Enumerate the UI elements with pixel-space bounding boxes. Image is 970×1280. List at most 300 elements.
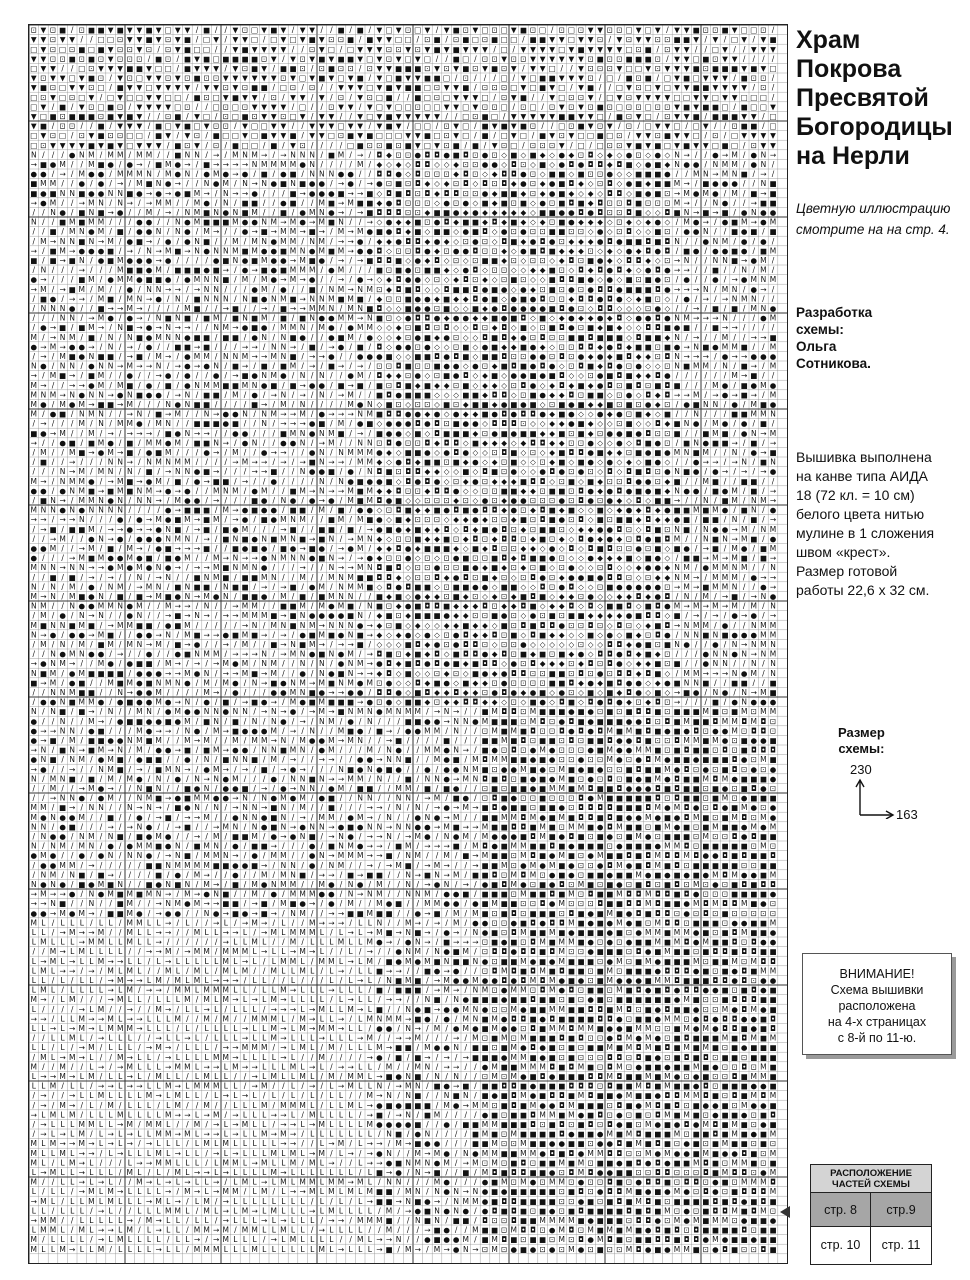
stitch-symbol: →: [760, 285, 766, 294]
stitch-symbol: /: [311, 592, 314, 601]
stitch-symbol: ■: [203, 467, 210, 476]
stitch-symbol: ⊡: [251, 112, 257, 121]
stitch-symbol: /: [109, 74, 112, 83]
stitch-symbol: M: [770, 218, 776, 227]
stitch-symbol: ◘: [578, 362, 584, 371]
stitch-symbol: ⊡: [491, 448, 497, 457]
stitch-symbol: /: [724, 400, 727, 409]
stitch-symbol: ■: [117, 592, 124, 601]
stitch-symbol: ⊡: [328, 35, 334, 44]
stitch-symbol: ⊡: [59, 122, 65, 131]
stitch-symbol: M: [299, 486, 305, 495]
stitch-symbol: ■: [395, 256, 402, 265]
stitch-symbol: ■: [261, 227, 268, 236]
stitch-symbol: N: [751, 496, 757, 505]
stitch-symbol: ■: [289, 525, 296, 534]
stitch-symbol: ●: [741, 429, 748, 438]
stitch-symbol: ⊡: [549, 400, 555, 409]
stitch-symbol: ●: [635, 429, 642, 438]
stitch-symbol: N: [175, 333, 181, 342]
stitch-symbol: /: [119, 429, 122, 438]
stitch-symbol: →: [98, 323, 104, 332]
stitch-symbol: /: [215, 198, 218, 207]
stitch-symbol: ▼: [290, 141, 296, 150]
stitch-symbol: ●: [328, 496, 335, 505]
stitch-symbol: ■: [184, 122, 191, 131]
stitch-symbol: ◇: [636, 525, 642, 534]
stitch-symbol: ⊡: [655, 294, 661, 303]
stitch-symbol: ⊡: [578, 150, 584, 159]
stitch-symbol: /: [705, 35, 708, 44]
stitch-symbol: /: [225, 621, 228, 630]
stitch-symbol: ■: [481, 573, 488, 582]
stitch-symbol: ⊡: [501, 275, 507, 284]
stitch-symbol: ●: [261, 554, 268, 563]
stitch-symbol: ◇: [473, 448, 479, 457]
stitch-symbol: N: [732, 448, 738, 457]
stitch-symbol: ◆: [578, 218, 584, 227]
stitch-symbol: ■: [405, 362, 412, 371]
stitch-symbol: /: [359, 592, 362, 601]
stitch-symbol: ◆: [521, 208, 527, 217]
stitch-symbol: ⊡: [491, 602, 497, 611]
stitch-symbol: ■: [597, 102, 604, 111]
stitch-symbol: ■: [241, 54, 248, 63]
stitch-symbol: ■: [750, 122, 757, 131]
stitch-symbol: M: [40, 611, 46, 620]
stitch-symbol: ■: [126, 381, 133, 390]
stitch-symbol: ◆: [617, 323, 623, 332]
stitch-symbol: ■: [453, 45, 460, 54]
stitch-symbol: ⊡: [655, 131, 661, 140]
stitch-symbol: /: [61, 198, 64, 207]
stitch-symbol: ■: [232, 333, 239, 342]
stitch-symbol: /: [90, 266, 93, 275]
stitch-symbol: ◆: [425, 208, 431, 217]
stitch-symbol: M: [319, 198, 325, 207]
stitch-symbol: ⊡: [655, 477, 661, 486]
stitch-symbol: ■: [702, 630, 709, 639]
stitch-symbol: ■: [645, 294, 652, 303]
stitch-symbol: ◆: [559, 630, 565, 639]
stitch-symbol: /: [42, 467, 45, 476]
stitch-symbol: →: [770, 486, 776, 495]
stitch-symbol: □: [443, 93, 450, 102]
stitch-symbol: ◆: [463, 458, 469, 467]
stitch-symbol: ◇: [463, 333, 469, 342]
stitch-symbol: /: [215, 112, 218, 121]
stitch-symbol: M: [165, 448, 171, 457]
stitch-symbol: →: [338, 544, 344, 553]
stitch-symbol: ◇: [569, 371, 575, 380]
stitch-symbol: ●: [357, 246, 364, 255]
stitch-symbol: ◆: [434, 467, 440, 476]
stitch-symbol: ●: [539, 371, 546, 380]
stitch-symbol: ▼: [377, 112, 383, 121]
stitch-symbol: ⊡: [463, 237, 469, 246]
stitch-symbol: ●: [309, 448, 316, 457]
stitch-symbol: ⊡: [386, 45, 392, 54]
stitch-symbol: /: [330, 160, 333, 169]
stitch-symbol: □: [366, 112, 373, 121]
stitch-symbol: ●: [683, 160, 690, 169]
stitch-symbol: □: [261, 122, 268, 131]
stitch-symbol: □: [673, 122, 680, 131]
stitch-symbol: ●: [271, 506, 278, 515]
stitch-symbol: ■: [443, 208, 450, 217]
stitch-symbol: ⊡: [645, 573, 651, 582]
stitch-symbol: →: [683, 285, 689, 294]
stitch-symbol: ▼: [684, 131, 690, 140]
stitch-symbol: ●: [165, 506, 172, 515]
stitch-symbol: ⊡: [655, 198, 661, 207]
stitch-symbol: ▼: [703, 141, 709, 150]
stitch-symbol: ■: [251, 198, 258, 207]
stitch-symbol: M: [770, 544, 776, 553]
stitch-symbol: /: [311, 390, 314, 399]
stitch-symbol: /: [253, 448, 256, 457]
stitch-symbol: /: [186, 285, 189, 294]
stitch-symbol: □: [136, 74, 143, 83]
stitch-symbol: ⊡: [626, 621, 632, 630]
stitch-symbol: N: [137, 573, 143, 582]
stitch-symbol: ◇: [434, 448, 440, 457]
stitch-symbol: /: [484, 141, 487, 150]
stitch-symbol: N: [89, 506, 95, 515]
stitch-symbol: ◘: [434, 602, 440, 611]
stitch-symbol: N: [751, 294, 757, 303]
stitch-symbol: ●: [741, 630, 748, 639]
stitch-symbol: ▼: [674, 26, 680, 35]
stitch-symbol: N: [69, 602, 75, 611]
stitch-symbol: ◘: [482, 227, 488, 236]
stitch-symbol: ■: [510, 189, 517, 198]
stitch-symbol: ■: [337, 26, 344, 35]
stitch-symbol: ■: [654, 141, 661, 150]
stitch-symbol: /: [724, 227, 727, 236]
stitch-symbol: ⊡: [434, 515, 440, 524]
stitch-symbol: M: [232, 237, 238, 246]
stitch-symbol: /: [724, 275, 727, 284]
stitch-symbol: ◘: [568, 256, 574, 265]
stitch-symbol: /: [100, 266, 103, 275]
stitch-symbol: □: [155, 64, 162, 73]
stitch-symbol: ▼: [137, 122, 143, 131]
stitch-symbol: →: [136, 362, 142, 371]
stitch-symbol: ▼: [137, 83, 143, 92]
stitch-symbol: /: [52, 266, 55, 275]
stitch-symbol: ▼: [194, 141, 200, 150]
stitch-symbol: ■: [491, 467, 498, 476]
stitch-symbol: ▼: [156, 26, 162, 35]
stitch-symbol: /: [100, 342, 103, 351]
stitch-symbol: ⊡: [376, 141, 382, 150]
stitch-symbol: N: [693, 410, 699, 419]
stitch-symbol: ■: [88, 74, 95, 83]
stitch-symbol: /: [234, 621, 237, 630]
stitch-symbol: ▼: [194, 64, 200, 73]
stitch-symbol: ●: [443, 333, 450, 342]
stitch-symbol: ◘: [568, 179, 574, 188]
stitch-symbol: ■: [40, 458, 47, 467]
stitch-symbol: ◆: [473, 630, 479, 639]
stitch-symbol: ■: [88, 54, 95, 63]
stitch-symbol: ◇: [597, 246, 603, 255]
stitch-symbol: ●: [568, 410, 575, 419]
stitch-symbol: /: [109, 381, 112, 390]
stitch-symbol: □: [645, 83, 652, 92]
stitch-symbol: ●: [597, 352, 604, 361]
stitch-symbol: ▼: [453, 131, 459, 140]
stitch-symbol: ◇: [665, 150, 671, 159]
stitch-symbol: M: [69, 477, 75, 486]
stitch-symbol: ■: [97, 160, 104, 169]
stitch-symbol: →: [367, 621, 373, 630]
stitch-symbol: ⊡: [386, 54, 392, 63]
stitch-symbol: ■: [462, 64, 469, 73]
stitch-symbol: ■: [597, 448, 604, 457]
stitch-symbol: ⊡: [117, 35, 123, 44]
stitch-symbol: ◇: [578, 630, 584, 639]
stitch-symbol: /: [522, 64, 525, 73]
stitch-symbol: ■: [654, 448, 661, 457]
stitch-symbol: N: [261, 218, 267, 227]
stitch-symbol: ⊡: [280, 112, 286, 121]
stitch-symbol: /: [100, 458, 103, 467]
stitch-symbol: ●: [165, 486, 172, 495]
stitch-symbol: ⊡: [309, 45, 315, 54]
stitch-symbol: ●: [760, 582, 767, 591]
stitch-symbol: ●: [731, 179, 738, 188]
stitch-symbol: ●: [165, 515, 172, 524]
stitch-symbol: ■: [520, 362, 527, 371]
stitch-symbol: ▼: [559, 54, 565, 63]
stitch-symbol: /: [705, 486, 708, 495]
stitch-symbol: ◘: [376, 467, 382, 476]
stitch-symbol: ●: [79, 352, 86, 361]
stitch-symbol: ●: [559, 150, 566, 159]
stitch-symbol: M: [117, 582, 123, 591]
stitch-symbol: ●: [520, 333, 527, 342]
stitch-symbol: /: [100, 429, 103, 438]
stitch-symbol: /: [772, 371, 775, 380]
stitch-symbol: /: [157, 381, 160, 390]
stitch-symbol: ■: [769, 179, 776, 188]
stitch-symbol: ■: [683, 506, 690, 515]
stitch-symbol: /: [705, 410, 708, 419]
stitch-symbol: ◘: [588, 621, 594, 630]
stitch-symbol: /: [724, 515, 727, 524]
stitch-symbol: N: [290, 554, 296, 563]
stitch-symbol: /: [301, 122, 304, 131]
stitch-symbol: M: [127, 170, 133, 179]
stitch-symbol: ⊡: [50, 35, 56, 44]
stitch-symbol: ■: [529, 390, 536, 399]
stitch-symbol: ▼: [386, 64, 392, 73]
stitch-symbol: →: [280, 218, 286, 227]
stitch-symbol: M: [59, 429, 65, 438]
stitch-symbol: ⊡: [98, 54, 104, 63]
stitch-symbol: /: [129, 208, 132, 217]
stitch-symbol: ■: [328, 467, 335, 476]
stitch-symbol: M: [731, 160, 737, 169]
stitch-symbol: ▼: [549, 35, 555, 44]
stitch-symbol: ●: [626, 486, 633, 495]
stitch-symbol: ●: [607, 429, 614, 438]
stitch-symbol: ◆: [607, 352, 613, 361]
stitch-symbol: →: [136, 160, 142, 169]
stitch-symbol: /: [33, 467, 36, 476]
stitch-symbol: ■: [760, 544, 767, 553]
stitch-symbol: M: [347, 573, 353, 582]
stitch-symbol: M: [712, 582, 718, 591]
stitch-symbol: ■: [126, 189, 133, 198]
stitch-symbol: ◆: [501, 496, 507, 505]
stitch-symbol: /: [186, 93, 189, 102]
stitch-symbol: M: [88, 410, 94, 419]
stitch-symbol: ⊡: [453, 198, 459, 207]
stitch-symbol: ▼: [751, 45, 757, 54]
stitch-symbol: N: [761, 525, 767, 534]
stitch-symbol: ●: [88, 381, 95, 390]
stitch-symbol: ■: [501, 429, 508, 438]
stitch-symbol: →: [683, 342, 689, 351]
stitch-symbol: ◆: [425, 410, 431, 419]
stitch-symbol: ◆: [453, 496, 459, 505]
stitch-symbol: ⊡: [760, 74, 766, 83]
stitch-symbol: N: [770, 563, 776, 572]
stitch-symbol: ⊡: [463, 160, 469, 169]
stitch-symbol: ⊡: [165, 45, 171, 54]
stitch-symbol: ▼: [117, 64, 123, 73]
stitch-symbol: ■: [366, 189, 373, 198]
stitch-symbol: ◆: [636, 515, 642, 524]
stitch-symbol: →: [146, 515, 152, 524]
stitch-symbol: ⊡: [626, 35, 632, 44]
stitch-symbol: /: [33, 525, 36, 534]
stitch-symbol: M: [722, 285, 728, 294]
stitch-symbol: ●: [184, 496, 191, 505]
stitch-symbol: ◆: [540, 189, 546, 198]
stitch-symbol: ▼: [60, 35, 66, 44]
stitch-symbol: ■: [203, 160, 210, 169]
stitch-symbol: ■: [645, 458, 652, 467]
stitch-symbol: M: [98, 285, 104, 294]
stitch-symbol: ⊡: [472, 112, 478, 121]
stitch-symbol: ◆: [559, 246, 565, 255]
stitch-symbol: ◆: [569, 592, 575, 601]
stitch-symbol: ■: [136, 592, 143, 601]
stitch-symbol: ▼: [386, 35, 392, 44]
stitch-symbol: N: [31, 630, 37, 639]
stitch-symbol: ⊡: [597, 170, 603, 179]
stitch-symbol: M: [722, 582, 728, 591]
stitch-symbol: N: [223, 486, 229, 495]
stitch-symbol: N: [693, 630, 699, 639]
stitch-symbol: /: [148, 400, 151, 409]
stitch-symbol: →: [674, 266, 680, 275]
stitch-symbol: ■: [462, 506, 469, 515]
stitch-symbol: ■: [741, 477, 748, 486]
stitch-symbol: ■: [184, 342, 191, 351]
stitch-symbol: /: [359, 333, 362, 342]
stitch-symbol: ●: [155, 390, 162, 399]
stitch-symbol: →: [223, 554, 229, 563]
stitch-symbol: ■: [232, 381, 239, 390]
stitch-symbol: ■: [251, 506, 258, 515]
stitch-symbol: /: [186, 112, 189, 121]
stitch-symbol: M: [674, 534, 680, 543]
stitch-symbol: ■: [232, 630, 239, 639]
stitch-symbol: ◇: [405, 429, 411, 438]
stitch-symbol: ●: [463, 246, 470, 255]
stitch-symbol: ▼: [271, 74, 277, 83]
stitch-symbol: ■: [414, 602, 421, 611]
stitch-symbol: ◘: [616, 573, 622, 582]
stitch-symbol: ▼: [530, 54, 536, 63]
stitch-symbol: ●: [693, 189, 700, 198]
stitch-symbol: →: [290, 342, 296, 351]
stitch-symbol: ●: [88, 592, 95, 601]
stitch-symbol: /: [676, 630, 679, 639]
stitch-symbol: ◇: [645, 496, 651, 505]
stitch-symbol: ■: [558, 486, 565, 495]
stitch-symbol: ■: [193, 419, 200, 428]
stitch-symbol: ◇: [482, 419, 488, 428]
stitch-symbol: ◇: [396, 304, 402, 313]
stitch-symbol: ◘: [578, 515, 584, 524]
stitch-symbol: /: [52, 102, 55, 111]
stitch-symbol: ●: [770, 506, 777, 515]
stitch-symbol: ⊡: [731, 122, 737, 131]
stitch-symbol: ◇: [617, 563, 623, 572]
stitch-symbol: N: [357, 438, 363, 447]
stitch-symbol: N: [367, 314, 373, 323]
stitch-symbol: ■: [673, 429, 680, 438]
stitch-symbol: N: [156, 563, 162, 572]
stitch-symbol: N: [41, 304, 47, 313]
stitch-symbol: N: [146, 246, 152, 255]
stitch-symbol: /: [196, 256, 199, 265]
stitch-symbol: ⊡: [568, 621, 574, 630]
stitch-symbol: M: [194, 218, 200, 227]
stitch-symbol: ●: [271, 275, 278, 284]
stitch-symbol: ■: [510, 150, 517, 159]
stitch-symbol: M: [367, 448, 373, 457]
stitch-symbol: N: [722, 256, 728, 265]
stitch-symbol: ◘: [396, 506, 402, 515]
stitch-symbol: /: [100, 275, 103, 284]
stitch-symbol: /: [292, 563, 295, 572]
stitch-symbol: /: [618, 74, 621, 83]
stitch-symbol: N: [261, 179, 267, 188]
stitch-symbol: →: [280, 458, 286, 467]
stitch-symbol: ◆: [578, 237, 584, 246]
stitch-symbol: ●: [539, 410, 546, 419]
stitch-symbol: ⊡: [184, 102, 190, 111]
stitch-symbol: ⊡: [434, 496, 440, 505]
stitch-symbol: N: [108, 458, 114, 467]
stitch-symbol: ●: [655, 563, 662, 572]
stitch-symbol: ◇: [578, 189, 584, 198]
stitch-symbol: /: [215, 26, 218, 35]
stitch-symbol: N: [50, 621, 56, 630]
stitch-symbol: M: [165, 246, 171, 255]
stitch-symbol: ▼: [185, 131, 191, 140]
stitch-symbol: N: [261, 534, 267, 543]
stitch-symbol: ◘: [424, 323, 430, 332]
stitch-symbol: M: [271, 218, 277, 227]
